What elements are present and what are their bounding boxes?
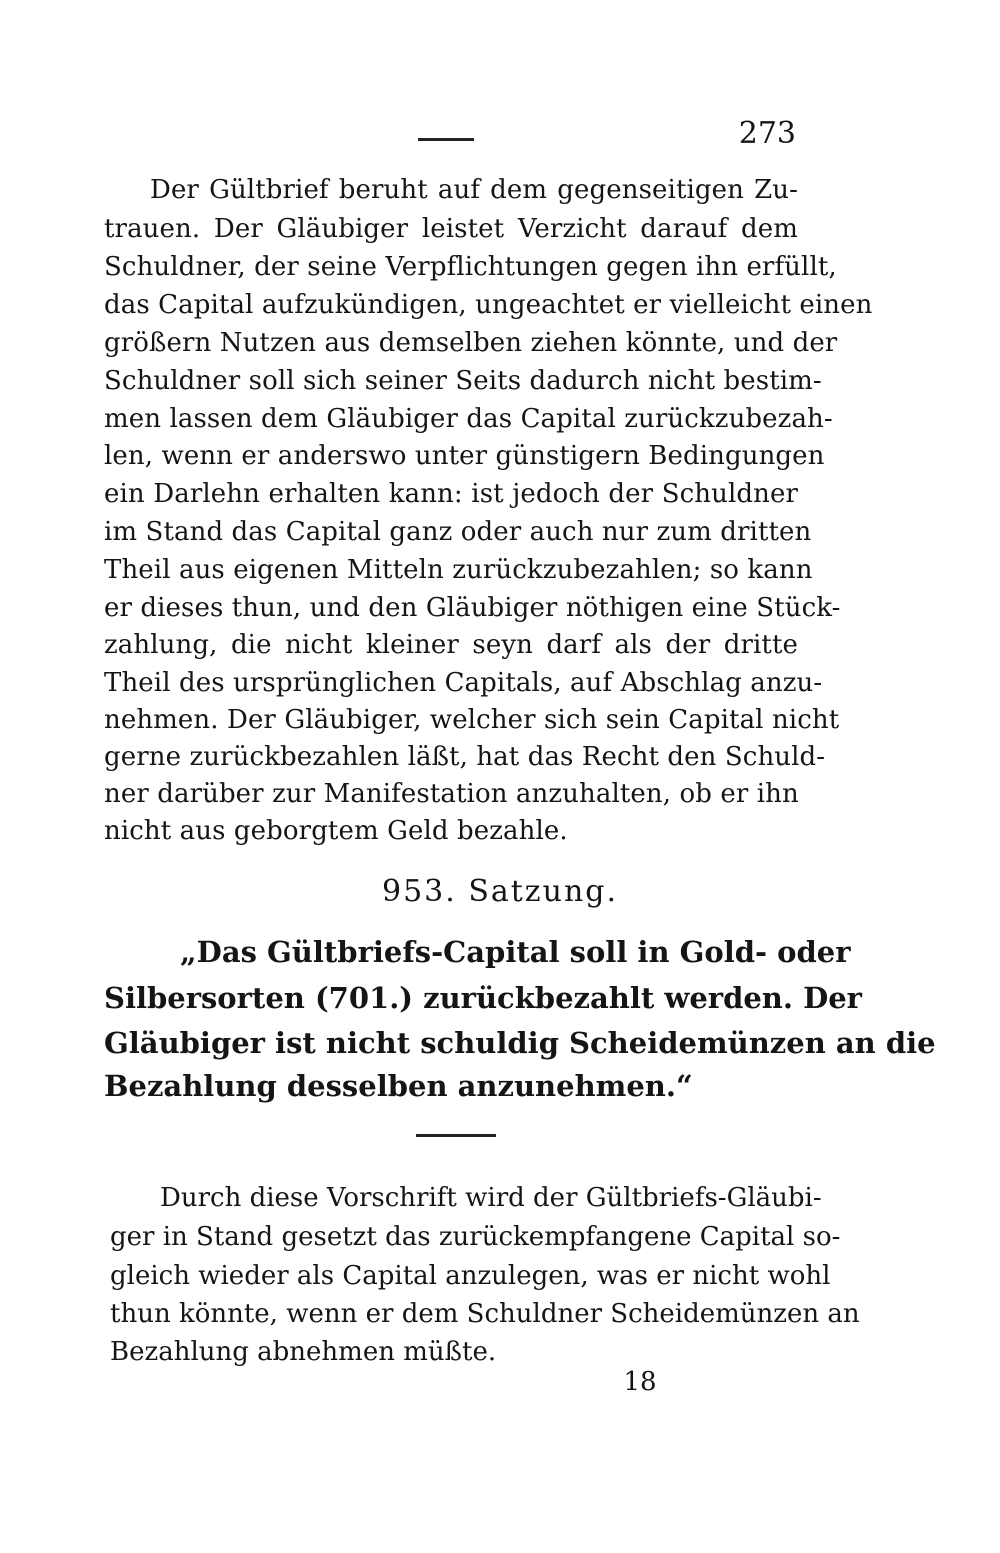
body-line: Der Gültbrief beruht auf dem gegenseitigen Zu- xyxy=(150,175,798,205)
commentary-line: Durch diese Vorschrift wird der Gültbriefs-Gläubi- xyxy=(160,1183,822,1213)
body-line: Theil aus eigenen Mitteln zurückzubezahlen; so kann xyxy=(104,555,813,585)
body-line: nicht aus geborgtem Geld bezahle. xyxy=(104,816,568,846)
body-line: ner darüber zur Manifestation anzuhalten, ob er ihn xyxy=(104,779,799,809)
body-line: men lassen dem Gläubiger das Capital zurückzubezah- xyxy=(104,404,833,434)
section-divider xyxy=(416,1134,496,1137)
body-line: len, wenn er anderswo unter günstigern Bedingungen xyxy=(104,441,825,471)
body-line: zahlung, die nicht kleiner seyn darf als der dritte xyxy=(104,630,798,660)
rule-line: Gläubiger ist nicht schuldig Scheidemünzen an die xyxy=(104,1026,936,1060)
body-line: Schuldner, der seine Verpflichtungen gegen ihn erfüllt, xyxy=(104,252,837,282)
rule-line: Bezahlung desselben anzunehmen.“ xyxy=(104,1069,693,1103)
printer-signature: 18 xyxy=(623,1367,657,1397)
commentary-line: ger in Stand gesetzt das zurückempfangene Capital so- xyxy=(110,1222,841,1252)
body-line: im Stand das Capital ganz oder auch nur zum dritten xyxy=(104,517,812,547)
body-line: gerne zurückbezahlen läßt, hat das Recht den Schuld- xyxy=(104,742,826,772)
body-line: das Capital aufzukündigen, ungeachtet er vielleicht einen xyxy=(104,290,873,320)
commentary-line: Bezahlung abnehmen müßte. xyxy=(110,1337,497,1367)
commentary-line: thun könnte, wenn er dem Schuldner Scheidemünzen an xyxy=(110,1299,860,1329)
header-dash xyxy=(418,138,474,141)
body-line: nehmen. Der Gläubiger, welcher sich sein Capital nicht xyxy=(104,705,840,735)
body-line: er dieses thun, und den Gläubiger nöthigen eine Stück- xyxy=(104,593,841,623)
commentary-line: gleich wieder als Capital anzulegen, was er nicht wohl xyxy=(110,1261,831,1291)
page-number: 273 xyxy=(738,116,796,151)
rule-line: „Das Gültbriefs-Capital soll in Gold- oder xyxy=(180,935,851,969)
body-line: Schuldner soll sich seiner Seits dadurch nicht bestim- xyxy=(104,366,822,396)
body-line: trauen. Der Gläubiger leistet Verzicht darauf dem xyxy=(104,214,798,244)
body-line: Theil des ursprünglichen Capitals, auf Abschlag anzu- xyxy=(104,668,823,698)
section-heading: 953. Satzung. xyxy=(381,874,618,909)
body-line: ein Darlehn erhalten kann: ist jedoch der Schuldner xyxy=(104,479,798,509)
rule-line: Silbersorten (701.) zurückbezahlt werden. Der xyxy=(104,981,862,1015)
body-line: größern Nutzen aus demselben ziehen könnte, und der xyxy=(104,328,838,358)
